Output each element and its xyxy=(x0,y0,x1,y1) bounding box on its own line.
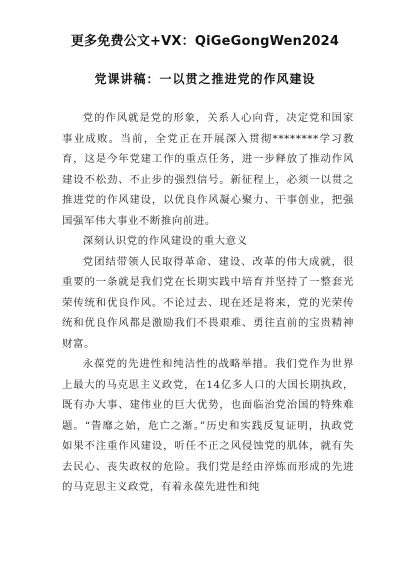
body-paragraph: 永葆党的先进性和纯洁性的战略举措。我们党作为世界上最大的马克思主义政党，在14亿多人口的大国长期执政，既有办大事、建伟业的巨大优势，也面临治党治国的特殊难题。“眚靡之始，危亡之渐。”历史和实践反复证明，执政党如果不注重作风建设，听任不正之风侵蚀党的肌体，就有失去民心、丧失政权的危险。我们党是经由淬炼而形成的先进的马克思主义政党，有着永葆先进性和纯 xyxy=(62,358,354,493)
document-title: 党课讲稿：一以贯之推进党的作风建设 xyxy=(94,72,316,86)
section-heading: 深刻认识党的作风建设的重大意义 xyxy=(82,235,248,247)
body-paragraph: 党团结带领人民取得革命、建设、改革的伟大成就，很重要的一条就是我们党在长期实践中培育并坚持了一整套光荣传统和优良作风。不论过去、现在还是将来，党的光荣传统和优良作风都是激励我们不畏艰难、勇往直前的宝贵精神财富。 xyxy=(62,255,354,350)
body-paragraph: 党的作风就是党的形象，关系人心向背，决定党和国家事业成败。当前，全党正在开展深入贯彻********学习教育，这是今年党建工作的重点任务，进一步释放了推动作风建设不松劲、不止步的强烈信号。新征程上，必须一以贯之推进党的作风建设，以优良作风凝心聚力、干事创业，把强国强军伟大事业不断推向前进。 xyxy=(62,112,354,227)
document-body xyxy=(62,108,354,498)
promo-header: 更多免费公文+VX：QiGeGongWen2024 xyxy=(70,34,340,49)
